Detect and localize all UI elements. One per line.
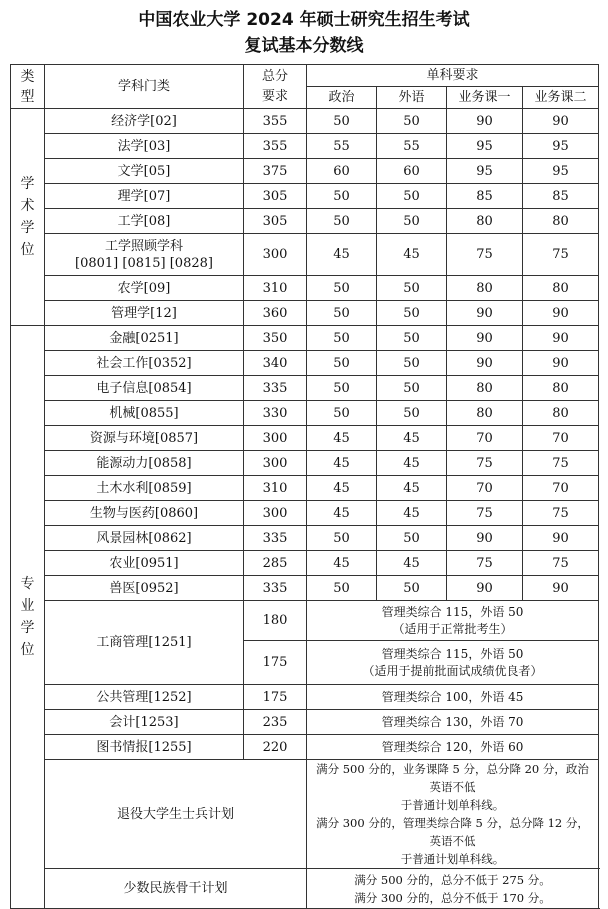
course2-score: 95 bbox=[523, 159, 599, 184]
course2-score: 90 bbox=[523, 526, 599, 551]
subject-name: 管理学[12] bbox=[45, 301, 244, 326]
requirement-line: 管理类综合 115，外语 50 bbox=[381, 604, 524, 619]
total-score: 330 bbox=[244, 401, 307, 426]
table-row bbox=[11, 426, 599, 451]
subject-name: 电子信息[0854] bbox=[45, 376, 244, 401]
subject-name: 工学[08] bbox=[45, 209, 244, 234]
subject-name: 社会工作[0352] bbox=[45, 351, 244, 376]
foreign-score: 45 bbox=[377, 451, 447, 476]
subject-name: 土木水利[0859] bbox=[45, 476, 244, 501]
politics-score: 50 bbox=[307, 351, 377, 376]
foreign-score: 45 bbox=[377, 426, 447, 451]
politics-score: 60 bbox=[307, 159, 377, 184]
course1-score: 80 bbox=[447, 276, 523, 301]
course1-score: 75 bbox=[447, 551, 523, 576]
course2-score: 75 bbox=[523, 234, 599, 276]
foreign-score: 50 bbox=[377, 526, 447, 551]
total-score: 355 bbox=[244, 134, 307, 159]
academic-degree-label bbox=[11, 109, 45, 326]
course1-score: 80 bbox=[447, 401, 523, 426]
politics-score: 45 bbox=[307, 551, 377, 576]
table-row bbox=[11, 551, 599, 576]
foreign-score: 50 bbox=[377, 376, 447, 401]
course1-score: 80 bbox=[447, 209, 523, 234]
course2-score: 90 bbox=[523, 301, 599, 326]
rule-line: 满分 300 分的，管理类综合降 5 分，总分降 12 分，英语不低 bbox=[316, 816, 589, 848]
total-score: 285 bbox=[244, 551, 307, 576]
table-row bbox=[11, 501, 599, 526]
total-score: 340 bbox=[244, 351, 307, 376]
subject-name: 经济学[02] bbox=[45, 109, 244, 134]
table-row bbox=[11, 710, 599, 735]
subject-name bbox=[45, 234, 244, 276]
subject-name: 农业[0951] bbox=[45, 551, 244, 576]
course1-score: 90 bbox=[447, 351, 523, 376]
course1-score: 80 bbox=[447, 376, 523, 401]
table-row bbox=[11, 109, 599, 134]
total-score: 175 bbox=[244, 685, 307, 710]
header-type bbox=[11, 65, 45, 109]
requirement-line: 管理类综合 115，外语 50 bbox=[381, 646, 524, 661]
total-score: 235 bbox=[244, 710, 307, 735]
total-score: 300 bbox=[244, 426, 307, 451]
subject-name: 金融[0251] bbox=[45, 326, 244, 351]
politics-score: 45 bbox=[307, 501, 377, 526]
table-row bbox=[11, 401, 599, 426]
requirement: 管理类综合 120，外语 60 bbox=[307, 735, 599, 760]
total-score: 310 bbox=[244, 276, 307, 301]
course2-score: 90 bbox=[523, 109, 599, 134]
total-score: 300 bbox=[244, 234, 307, 276]
course2-score: 90 bbox=[523, 351, 599, 376]
professional-degree-label bbox=[11, 326, 45, 909]
politics-score: 45 bbox=[307, 451, 377, 476]
rule-line: 满分 300 分的，总分不低于 170 分。 bbox=[354, 890, 551, 905]
total-score: 355 bbox=[244, 109, 307, 134]
course1-score: 70 bbox=[447, 426, 523, 451]
politics-score: 50 bbox=[307, 401, 377, 426]
header-course2: 业务课二 bbox=[523, 87, 599, 109]
course1-score: 75 bbox=[447, 451, 523, 476]
foreign-score: 45 bbox=[377, 234, 447, 276]
header-type-char: 类 bbox=[20, 68, 35, 85]
course2-score: 95 bbox=[523, 134, 599, 159]
foreign-score: 50 bbox=[377, 301, 447, 326]
table-row bbox=[11, 685, 599, 710]
course2-score: 70 bbox=[523, 476, 599, 501]
subject-name: 资源与环境[0857] bbox=[45, 426, 244, 451]
course1-score: 90 bbox=[447, 109, 523, 134]
course1-score: 90 bbox=[447, 326, 523, 351]
table-row bbox=[11, 234, 599, 276]
politics-score: 45 bbox=[307, 234, 377, 276]
header-total-line: 总分 bbox=[261, 68, 288, 84]
rule-line: 于普通计划单科线。 bbox=[400, 852, 505, 866]
subject-name: 理学[07] bbox=[45, 184, 244, 209]
total-score: 310 bbox=[244, 476, 307, 501]
course2-score: 90 bbox=[523, 326, 599, 351]
subject-name: 文学[05] bbox=[45, 159, 244, 184]
course2-score: 80 bbox=[523, 401, 599, 426]
foreign-score: 50 bbox=[377, 576, 447, 601]
politics-score: 45 bbox=[307, 426, 377, 451]
requirement: 管理类综合 100，外语 45 bbox=[307, 685, 599, 710]
table-row bbox=[11, 869, 599, 909]
course2-score: 75 bbox=[523, 551, 599, 576]
table-row bbox=[11, 159, 599, 184]
header-total bbox=[244, 65, 307, 109]
politics-score: 50 bbox=[307, 209, 377, 234]
politics-score: 50 bbox=[307, 326, 377, 351]
subject-codes: [0801] [0815] [0828] bbox=[75, 255, 213, 271]
header-single: 单科要求 bbox=[307, 65, 599, 87]
requirement: 管理类综合 130，外语 70 bbox=[307, 710, 599, 735]
course1-score: 90 bbox=[447, 576, 523, 601]
label-char: 学 bbox=[20, 620, 35, 636]
total-score: 360 bbox=[244, 301, 307, 326]
label-char: 位 bbox=[20, 242, 35, 258]
politics-score: 45 bbox=[307, 476, 377, 501]
total-score: 375 bbox=[244, 159, 307, 184]
foreign-score: 45 bbox=[377, 476, 447, 501]
course1-score: 75 bbox=[447, 234, 523, 276]
subject-name: 机械[0855] bbox=[45, 401, 244, 426]
table-row bbox=[11, 301, 599, 326]
page-subtitle: 复试基本分数线 bbox=[244, 36, 364, 56]
total-score: 300 bbox=[244, 501, 307, 526]
politics-score: 50 bbox=[307, 376, 377, 401]
header-total-line: 要求 bbox=[261, 88, 288, 104]
table-row bbox=[11, 184, 599, 209]
course2-score: 80 bbox=[523, 209, 599, 234]
foreign-score: 50 bbox=[377, 184, 447, 209]
table-row bbox=[11, 526, 599, 551]
foreign-score: 50 bbox=[377, 351, 447, 376]
table-row bbox=[11, 576, 599, 601]
subject-name: 农学[09] bbox=[45, 276, 244, 301]
foreign-score: 50 bbox=[377, 209, 447, 234]
foreign-score: 50 bbox=[377, 109, 447, 134]
subject-name: 兽医[0952] bbox=[45, 576, 244, 601]
politics-score: 50 bbox=[307, 276, 377, 301]
total-score: 305 bbox=[244, 209, 307, 234]
total-score: 220 bbox=[244, 735, 307, 760]
subject-name: 能源动力[0858] bbox=[45, 451, 244, 476]
minority-plan-rules bbox=[307, 869, 599, 909]
subject-name: 风景园林[0862] bbox=[45, 526, 244, 551]
total-score: 305 bbox=[244, 184, 307, 209]
table-row bbox=[11, 276, 599, 301]
course2-score: 80 bbox=[523, 376, 599, 401]
label-char: 学 bbox=[20, 176, 35, 192]
requirement-note: （适用于提前批面试成绩优良者） bbox=[362, 663, 543, 678]
course2-score: 75 bbox=[523, 501, 599, 526]
label-char: 位 bbox=[20, 642, 35, 658]
table-row bbox=[11, 735, 599, 760]
foreign-score: 50 bbox=[377, 276, 447, 301]
total-score: 175 bbox=[244, 641, 307, 685]
total-score: 335 bbox=[244, 576, 307, 601]
foreign-score: 50 bbox=[377, 326, 447, 351]
veteran-plan-rules bbox=[307, 760, 599, 869]
course1-score: 95 bbox=[447, 159, 523, 184]
total-score: 180 bbox=[244, 601, 307, 641]
page-title: 中国农业大学 2024 年硕士研究生招生考试 bbox=[138, 10, 470, 30]
total-score: 350 bbox=[244, 326, 307, 351]
subject-name: 公共管理[1252] bbox=[45, 685, 244, 710]
label-char: 专 bbox=[20, 576, 35, 592]
table-row bbox=[11, 760, 599, 869]
table-row bbox=[11, 209, 599, 234]
rule-line: 于普通计划单科线。 bbox=[400, 798, 505, 812]
table-row bbox=[11, 376, 599, 401]
subject-name-line: 工学照顾学科 bbox=[104, 238, 183, 254]
course2-score: 70 bbox=[523, 426, 599, 451]
course2-score: 85 bbox=[523, 184, 599, 209]
header-type-char: 型 bbox=[20, 88, 35, 105]
mba-requirement-early bbox=[307, 641, 599, 685]
mba-requirement-regular bbox=[307, 601, 599, 641]
minority-plan-label: 少数民族骨干计划 bbox=[45, 869, 307, 909]
table-row bbox=[11, 326, 599, 351]
table-row bbox=[11, 134, 599, 159]
politics-score: 50 bbox=[307, 301, 377, 326]
label-char: 学 bbox=[20, 220, 35, 236]
foreign-score: 45 bbox=[377, 551, 447, 576]
label-char: 术 bbox=[20, 198, 35, 214]
subject-name: 生物与医药[0860] bbox=[45, 501, 244, 526]
subject-name: 图书情报[1255] bbox=[45, 735, 244, 760]
politics-score: 55 bbox=[307, 134, 377, 159]
subject-name: 工商管理[1251] bbox=[45, 601, 244, 685]
header-row bbox=[11, 65, 599, 87]
course1-score: 75 bbox=[447, 501, 523, 526]
table-row bbox=[11, 476, 599, 501]
table-row bbox=[11, 351, 599, 376]
total-score: 335 bbox=[244, 376, 307, 401]
label-char: 业 bbox=[20, 598, 35, 614]
politics-score: 50 bbox=[307, 576, 377, 601]
total-score: 300 bbox=[244, 451, 307, 476]
foreign-score: 55 bbox=[377, 134, 447, 159]
politics-score: 50 bbox=[307, 526, 377, 551]
politics-score: 50 bbox=[307, 109, 377, 134]
rule-line: 满分 500 分的，总分不低于 275 分。 bbox=[354, 872, 551, 887]
veteran-plan-label: 退役大学生士兵计划 bbox=[45, 760, 307, 869]
course1-score: 90 bbox=[447, 526, 523, 551]
total-score: 335 bbox=[244, 526, 307, 551]
politics-score: 50 bbox=[307, 184, 377, 209]
foreign-score: 45 bbox=[377, 501, 447, 526]
course2-score: 75 bbox=[523, 451, 599, 476]
header-politics: 政治 bbox=[307, 87, 377, 109]
course1-score: 90 bbox=[447, 301, 523, 326]
table-row bbox=[11, 451, 599, 476]
course1-score: 95 bbox=[447, 134, 523, 159]
rule-line: 满分 500 分的，业务课降 5 分，总分降 20 分，政治英语不低 bbox=[316, 762, 589, 794]
foreign-score: 50 bbox=[377, 401, 447, 426]
course1-score: 70 bbox=[447, 476, 523, 501]
course2-score: 90 bbox=[523, 576, 599, 601]
course2-score: 80 bbox=[523, 276, 599, 301]
header-subject: 学科门类 bbox=[45, 65, 244, 109]
subject-name: 法学[03] bbox=[45, 134, 244, 159]
course1-score: 85 bbox=[447, 184, 523, 209]
foreign-score: 60 bbox=[377, 159, 447, 184]
header-course1: 业务课一 bbox=[447, 87, 523, 109]
table-row bbox=[11, 601, 599, 641]
score-table bbox=[10, 64, 599, 909]
header-foreign: 外语 bbox=[377, 87, 447, 109]
subject-name: 会计[1253] bbox=[45, 710, 244, 735]
requirement-note: （适用于正常批考生） bbox=[392, 621, 513, 636]
